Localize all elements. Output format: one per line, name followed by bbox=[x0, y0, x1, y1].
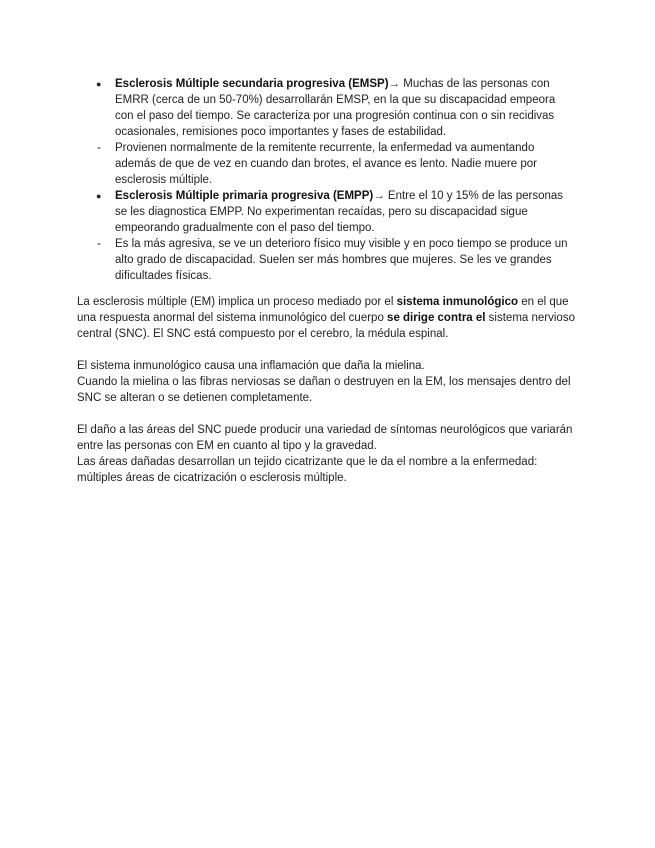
list-item-empp bbox=[96, 188, 576, 236]
list-item-emsp-note bbox=[96, 140, 576, 188]
dash-marker: - bbox=[97, 238, 101, 250]
item-title-empp: Esclerosis Múltiple primaria progresiva (EMPP) bbox=[115, 190, 374, 202]
bold-run: sistema inmunológico bbox=[396, 296, 519, 308]
item-text-emsp-note: Provienen normalmente de la remitente recurrente, la enfermedad va aumentando además de que de vez en cuando dan brotes, el avance es lento. Nadie muere por esclerosis múltiple. bbox=[115, 142, 537, 186]
paragraph-immune-process bbox=[77, 294, 577, 342]
list-item-emsp bbox=[96, 76, 576, 140]
item-text-empp: → Entre el 10 y 15% de las personas se les diagnostica EMPP. No experimentan recaídas, pero su discapacidad sigue empeorando gradualmente con el paso del tiempo. bbox=[115, 190, 564, 234]
list-item-empp-note bbox=[96, 236, 576, 284]
dash-marker: - bbox=[97, 142, 101, 154]
item-text-emsp: → Muchas de las personas con EMRR (cerca de un 50-70%) desarrollarán EMSP, en la que su discapacidad empeora con el paso del tiempo. Se caracteriza por una progresión continua con o sin recidivas ocasionales, remisiones poco importantes y fases de estabilidad. bbox=[115, 78, 556, 138]
item-title-emsp: Esclerosis Múltiple secundaria progresiva (EMSP) bbox=[115, 78, 389, 90]
item-text-empp-note: Es la más agresiva, se ve un deterioro físico muy visible y en poco tiempo se produce un alto grado de discapacidad. Suelen ser más hombres que mujeres. Se les ve grandes dificultades físicas. bbox=[115, 238, 568, 282]
ms-types-list bbox=[96, 76, 576, 284]
paragraph-line: Las áreas dañadas desarrollan un tejido cicatrizante que le da el nombre a la enfermedad: múltiples áreas de cicatrización o esclerosis múltiple. bbox=[77, 456, 538, 484]
paragraph-myelin bbox=[77, 358, 577, 406]
text-run: en el que una respuesta anormal del sistema inmunológico del cuerpo bbox=[77, 296, 569, 324]
paragraph-cns-damage bbox=[77, 422, 577, 486]
paragraph-line: Cuando la mielina o las fibras nerviosas se dañan o destruyen en la EM, los mensajes dentro del SNC se alteran o se detienen completamente. bbox=[77, 376, 571, 404]
text-run: La esclerosis múltiple (EM) implica un proceso mediado por el bbox=[77, 296, 397, 308]
bold-run: se dirige contra el bbox=[387, 312, 486, 324]
bullet-marker: ● bbox=[96, 79, 102, 89]
bullet-marker: ● bbox=[96, 191, 102, 201]
body-text bbox=[77, 294, 577, 502]
paragraph-line: El daño a las áreas del SNC puede producir una variedad de síntomas neurológicos que variarán entre las personas con EM en cuanto al tipo y la gravedad. bbox=[77, 424, 573, 452]
text-run: sistema nervioso central (SNC). El SNC está compuesto por el cerebro, la médula espinal. bbox=[77, 312, 575, 340]
paragraph-line: El sistema inmunológico causa una inflamación que daña la mielina. bbox=[77, 360, 425, 372]
